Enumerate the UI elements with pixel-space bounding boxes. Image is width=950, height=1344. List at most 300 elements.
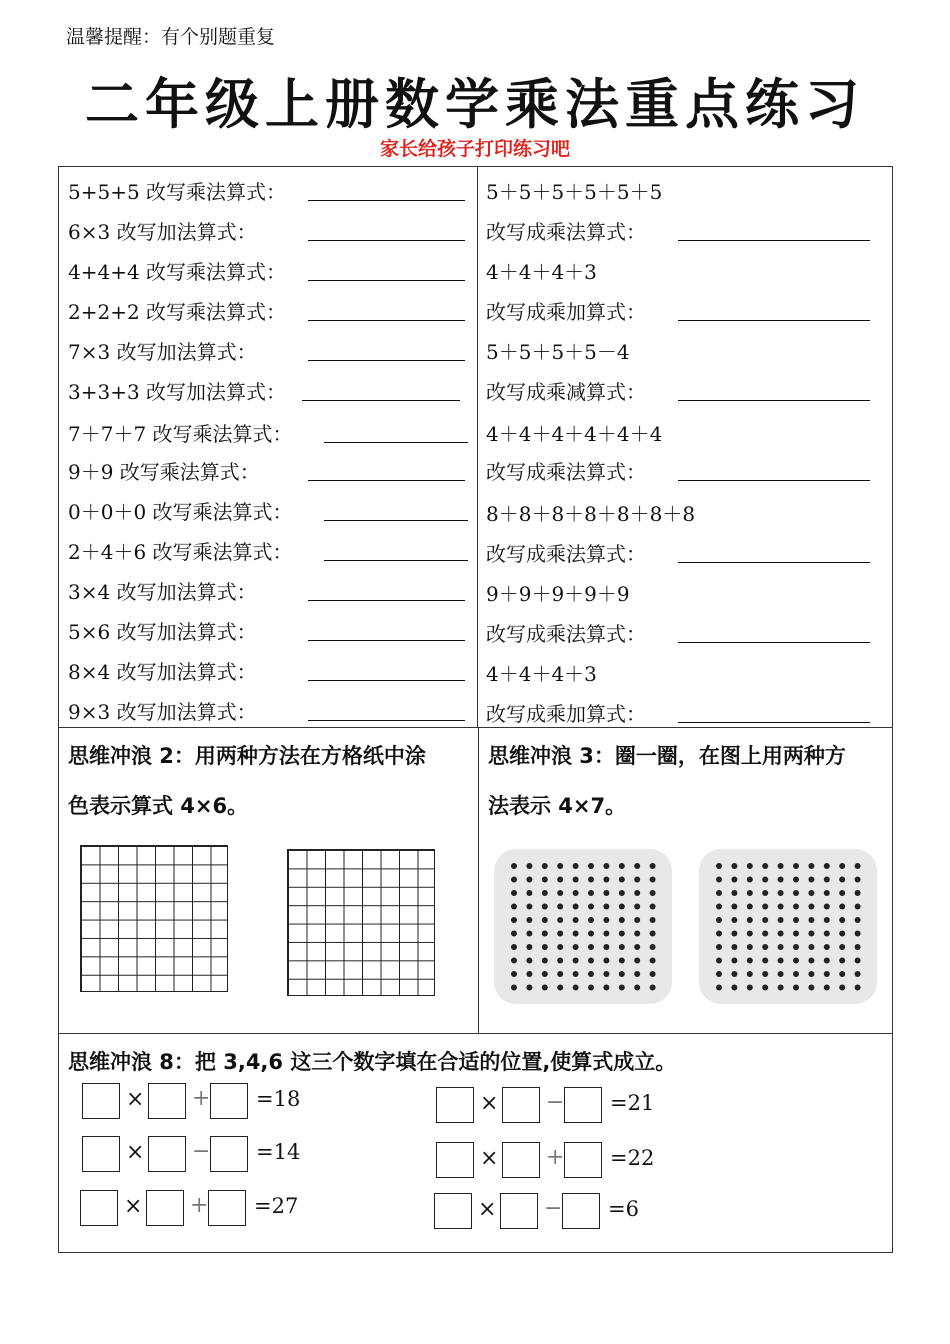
- right-row-label: 4＋4＋4＋3: [486, 662, 597, 686]
- dot: [731, 958, 737, 964]
- dot: [557, 958, 563, 964]
- dot: [808, 971, 814, 977]
- right-row-label: 改写成乘法算式：: [486, 542, 646, 566]
- dot: [839, 877, 845, 883]
- answer-blank[interactable]: [308, 480, 465, 481]
- blank-box[interactable]: [82, 1083, 120, 1119]
- left-row-label: 3×4 改写加法算式：: [68, 580, 257, 604]
- dot: [855, 931, 861, 937]
- dot: [511, 877, 517, 883]
- dot: [557, 971, 563, 977]
- dot: [824, 985, 830, 991]
- dot: [619, 944, 625, 950]
- dot: [716, 958, 722, 964]
- dot: [511, 904, 517, 910]
- dot: [634, 971, 640, 977]
- dot: [793, 863, 799, 869]
- dot: [808, 877, 814, 883]
- answer-blank[interactable]: [308, 720, 465, 721]
- operator-sign: −: [546, 1090, 565, 1115]
- dot: [588, 877, 594, 883]
- dot: [731, 971, 737, 977]
- dot: [557, 877, 563, 883]
- dot: [731, 917, 737, 923]
- blank-box[interactable]: [148, 1083, 186, 1119]
- answer-blank[interactable]: [324, 520, 468, 521]
- dot: [542, 904, 548, 910]
- left-row-label: 2+2+2 改写乘法算式：: [68, 300, 287, 324]
- dot: [588, 863, 594, 869]
- answer-blank[interactable]: [678, 562, 870, 563]
- dot: [557, 985, 563, 991]
- grid-paper-1[interactable]: [80, 845, 228, 992]
- dot: [824, 863, 830, 869]
- dot: [634, 863, 640, 869]
- dot: [573, 944, 579, 950]
- dot: [588, 985, 594, 991]
- dot: [526, 863, 532, 869]
- dot: [747, 904, 753, 910]
- section3-line2: 法表示 4×7。: [488, 794, 627, 818]
- dot-array-1[interactable]: [494, 849, 672, 1004]
- dot: [808, 958, 814, 964]
- dot: [650, 971, 656, 977]
- dot: [573, 958, 579, 964]
- answer-blank[interactable]: [308, 360, 465, 361]
- dot: [542, 944, 548, 950]
- dot: [557, 917, 563, 923]
- dot: [839, 863, 845, 869]
- right-row-label: 4＋4＋4＋3: [486, 260, 597, 284]
- dot: [747, 931, 753, 937]
- blank-box[interactable]: [146, 1190, 184, 1226]
- right-row-label: 8＋8＋8＋8＋8＋8＋8: [486, 502, 696, 526]
- dot: [762, 863, 768, 869]
- dot: [793, 944, 799, 950]
- dot: [634, 904, 640, 910]
- dot: [619, 863, 625, 869]
- answer-blank[interactable]: [308, 600, 465, 601]
- dot: [650, 931, 656, 937]
- dot: [588, 944, 594, 950]
- dot: [542, 890, 548, 896]
- blank-box[interactable]: [436, 1142, 474, 1178]
- equation-result: =21: [610, 1091, 655, 1115]
- dot: [650, 944, 656, 950]
- dot: [855, 863, 861, 869]
- dot: [511, 944, 517, 950]
- left-row-label: 5+5+5 改写乘法算式：: [68, 180, 287, 204]
- dot: [573, 877, 579, 883]
- dot: [603, 985, 609, 991]
- dot: [511, 985, 517, 991]
- dot: [511, 931, 517, 937]
- dot: [650, 985, 656, 991]
- operator-times: ×: [126, 1140, 145, 1165]
- dot: [634, 985, 640, 991]
- dot: [747, 985, 753, 991]
- dot: [557, 890, 563, 896]
- right-row-label: 5＋5＋5＋5＋5＋5: [486, 180, 663, 204]
- dot: [603, 917, 609, 923]
- dot: [778, 958, 784, 964]
- dot: [824, 931, 830, 937]
- dot: [747, 877, 753, 883]
- answer-blank[interactable]: [678, 722, 870, 723]
- equation-result: =22: [610, 1146, 655, 1170]
- dot-array-2[interactable]: [699, 849, 877, 1004]
- dot: [793, 904, 799, 910]
- dot: [526, 917, 532, 923]
- dot: [716, 904, 722, 910]
- right-row-label: 9＋9＋9＋9＋9: [486, 582, 630, 606]
- dot: [716, 890, 722, 896]
- dot: [619, 877, 625, 883]
- dot: [573, 985, 579, 991]
- operator-sign: +: [192, 1086, 211, 1111]
- dot: [511, 958, 517, 964]
- blank-box[interactable]: [564, 1087, 602, 1123]
- dot: [855, 877, 861, 883]
- divider-1: [58, 727, 893, 728]
- divider-2: [58, 1033, 893, 1034]
- left-row-label: 5×6 改写加法算式：: [68, 620, 257, 644]
- answer-blank[interactable]: [308, 680, 465, 681]
- dot: [747, 890, 753, 896]
- dot: [526, 944, 532, 950]
- dot: [778, 863, 784, 869]
- dot: [793, 958, 799, 964]
- dot: [557, 931, 563, 937]
- answer-blank[interactable]: [308, 640, 465, 641]
- dot: [588, 917, 594, 923]
- dot: [542, 958, 548, 964]
- dot: [808, 931, 814, 937]
- blank-box[interactable]: [502, 1087, 540, 1123]
- right-row-label: 5＋5＋5＋5－4: [486, 340, 630, 364]
- left-row-label: 3+3+3 改写加法算式：: [68, 380, 287, 404]
- answer-blank[interactable]: [308, 320, 465, 321]
- right-row-label: 改写成乘法算式：: [486, 220, 646, 244]
- dot: [619, 904, 625, 910]
- dot: [839, 985, 845, 991]
- dot: [650, 890, 656, 896]
- dot: [762, 958, 768, 964]
- reminder-note: 温馨提醒：有个别题重复: [66, 26, 276, 48]
- right-row-label: 4＋4＋4＋4＋4＋4: [486, 422, 663, 446]
- dot: [731, 985, 737, 991]
- dot: [778, 877, 784, 883]
- dot: [716, 877, 722, 883]
- dot: [650, 877, 656, 883]
- section2-line2: 色表示算式 4×6。: [68, 794, 249, 818]
- left-row-label: 8×4 改写加法算式：: [68, 660, 257, 684]
- dot: [588, 890, 594, 896]
- dot: [619, 890, 625, 896]
- blank-box[interactable]: [210, 1083, 248, 1119]
- left-row-label: 0＋0＋0 改写乘法算式：: [68, 500, 293, 524]
- dot: [716, 931, 722, 937]
- dot: [573, 917, 579, 923]
- blank-box[interactable]: [148, 1136, 186, 1172]
- dot: [731, 931, 737, 937]
- dot: [762, 931, 768, 937]
- dot: [762, 890, 768, 896]
- answer-blank[interactable]: [678, 642, 870, 643]
- dot: [634, 944, 640, 950]
- dot: [573, 890, 579, 896]
- dot: [634, 917, 640, 923]
- page-title: 二年级上册数学乘法重点练习: [85, 73, 865, 136]
- dot: [511, 863, 517, 869]
- right-row-label: 改写成乘法算式：: [486, 460, 646, 484]
- dot: [824, 971, 830, 977]
- dot: [716, 863, 722, 869]
- dot: [793, 877, 799, 883]
- divider-col-top: [477, 166, 478, 727]
- dot: [731, 890, 737, 896]
- dot: [839, 931, 845, 937]
- dot: [855, 917, 861, 923]
- dot: [634, 890, 640, 896]
- dot: [762, 971, 768, 977]
- divider-col-mid: [478, 727, 479, 1033]
- blank-box[interactable]: [80, 1190, 118, 1226]
- left-row-label: 7×3 改写加法算式：: [68, 340, 257, 364]
- left-row-label: 7＋7＋7 改写乘法算式：: [68, 422, 293, 446]
- dot: [808, 985, 814, 991]
- dot: [526, 958, 532, 964]
- operator-times: ×: [126, 1087, 145, 1112]
- dot: [542, 985, 548, 991]
- page-subtitle: 家长给孩子打印练习吧: [379, 138, 570, 160]
- dot: [824, 904, 830, 910]
- dot: [573, 971, 579, 977]
- right-row-label: 改写成乘减算式：: [486, 380, 646, 404]
- dot: [542, 863, 548, 869]
- operator-sign: +: [190, 1193, 209, 1218]
- dot: [511, 971, 517, 977]
- dot: [650, 863, 656, 869]
- dot: [778, 917, 784, 923]
- dot: [778, 971, 784, 977]
- blank-box[interactable]: [564, 1142, 602, 1178]
- dot: [603, 863, 609, 869]
- operator-times: ×: [478, 1197, 497, 1222]
- right-row-label: 改写成乘加算式：: [486, 300, 646, 324]
- dot: [557, 863, 563, 869]
- blank-box[interactable]: [436, 1087, 474, 1123]
- answer-blank[interactable]: [324, 560, 468, 561]
- dot: [793, 971, 799, 977]
- answer-blank[interactable]: [678, 320, 870, 321]
- dot: [603, 971, 609, 977]
- dot: [588, 971, 594, 977]
- dot: [542, 877, 548, 883]
- blank-box[interactable]: [82, 1136, 120, 1172]
- dot: [526, 931, 532, 937]
- dot: [747, 958, 753, 964]
- operator-sign: −: [192, 1139, 211, 1164]
- dot: [542, 931, 548, 937]
- equation-result: =18: [256, 1087, 301, 1111]
- dot: [778, 985, 784, 991]
- dot: [573, 904, 579, 910]
- dot: [603, 958, 609, 964]
- dot: [619, 971, 625, 977]
- blank-box[interactable]: [208, 1190, 246, 1226]
- dot: [716, 985, 722, 991]
- dot: [778, 931, 784, 937]
- dot: [603, 890, 609, 896]
- dot: [793, 890, 799, 896]
- answer-blank[interactable]: [324, 442, 468, 443]
- dot: [793, 931, 799, 937]
- grid-paper-2[interactable]: [287, 849, 435, 996]
- section2-line1: 思维冲浪 2：用两种方法在方格纸中涂: [68, 744, 426, 768]
- answer-blank[interactable]: [678, 400, 870, 401]
- dot: [526, 971, 532, 977]
- dot: [650, 958, 656, 964]
- dot: [839, 917, 845, 923]
- dot: [731, 944, 737, 950]
- dot: [855, 890, 861, 896]
- dot: [824, 917, 830, 923]
- answer-blank[interactable]: [302, 400, 460, 401]
- dot: [526, 985, 532, 991]
- blank-box[interactable]: [434, 1193, 472, 1229]
- dot: [839, 890, 845, 896]
- dot: [511, 890, 517, 896]
- dot: [824, 944, 830, 950]
- dot: [619, 931, 625, 937]
- answer-blank[interactable]: [308, 280, 465, 281]
- dot: [808, 904, 814, 910]
- operator-sign: −: [544, 1196, 563, 1221]
- dot: [619, 917, 625, 923]
- equation-result: =14: [256, 1140, 301, 1164]
- dot: [634, 877, 640, 883]
- dot: [808, 890, 814, 896]
- dot: [716, 971, 722, 977]
- dot: [839, 904, 845, 910]
- left-row-label: 9×3 改写加法算式：: [68, 700, 257, 724]
- dot: [793, 917, 799, 923]
- answer-blank[interactable]: [678, 480, 870, 481]
- dot: [747, 971, 753, 977]
- left-row-label: 9＋9 改写乘法算式：: [68, 460, 260, 484]
- dot: [762, 944, 768, 950]
- blank-box[interactable]: [562, 1193, 600, 1229]
- answer-blank[interactable]: [308, 240, 465, 241]
- dot: [731, 863, 737, 869]
- operator-times: ×: [480, 1146, 499, 1171]
- equation-result: =6: [608, 1197, 639, 1221]
- dot: [603, 944, 609, 950]
- dot: [731, 877, 737, 883]
- dot: [839, 944, 845, 950]
- dot: [824, 958, 830, 964]
- dot: [808, 863, 814, 869]
- dot: [619, 958, 625, 964]
- blank-box[interactable]: [500, 1193, 538, 1229]
- dot: [855, 971, 861, 977]
- dot: [603, 877, 609, 883]
- dot: [573, 931, 579, 937]
- dot: [557, 944, 563, 950]
- dot: [588, 904, 594, 910]
- left-row-label: 6×3 改写加法算式：: [68, 220, 257, 244]
- dot: [762, 985, 768, 991]
- dot: [634, 958, 640, 964]
- dot: [588, 958, 594, 964]
- dot: [778, 890, 784, 896]
- dot: [731, 904, 737, 910]
- left-row-label: 2＋4＋6 改写乘法算式：: [68, 540, 293, 564]
- dot: [855, 985, 861, 991]
- dot: [650, 917, 656, 923]
- dot: [839, 958, 845, 964]
- dot: [855, 904, 861, 910]
- dot: [762, 917, 768, 923]
- dot: [778, 904, 784, 910]
- dot: [619, 985, 625, 991]
- dot: [526, 877, 532, 883]
- dot: [650, 904, 656, 910]
- dot: [824, 877, 830, 883]
- blank-box[interactable]: [210, 1136, 248, 1172]
- dot: [634, 931, 640, 937]
- dot: [824, 890, 830, 896]
- dot: [762, 877, 768, 883]
- dot: [542, 971, 548, 977]
- dot: [511, 917, 517, 923]
- dot: [542, 917, 548, 923]
- dot: [526, 904, 532, 910]
- left-row-label: 4+4+4 改写乘法算式：: [68, 260, 287, 284]
- answer-blank[interactable]: [678, 240, 870, 241]
- section3-line1: 思维冲浪 3：圈一圈，在图上用两种方: [488, 744, 846, 768]
- right-row-label: 改写成乘法算式：: [486, 622, 646, 646]
- dot: [526, 890, 532, 896]
- section8-heading: 思维冲浪 8：把 3,4,6 这三个数字填在合适的位置,使算式成立。: [68, 1050, 677, 1074]
- dot: [808, 917, 814, 923]
- answer-blank[interactable]: [308, 200, 465, 201]
- dot: [603, 904, 609, 910]
- dot: [603, 931, 609, 937]
- dot: [588, 931, 594, 937]
- dot: [557, 904, 563, 910]
- dot: [573, 863, 579, 869]
- operator-times: ×: [480, 1091, 499, 1116]
- dot: [716, 944, 722, 950]
- dot: [855, 944, 861, 950]
- dot: [747, 944, 753, 950]
- operator-times: ×: [124, 1194, 143, 1219]
- operator-sign: +: [546, 1145, 565, 1170]
- dot: [839, 971, 845, 977]
- blank-box[interactable]: [502, 1142, 540, 1178]
- dot: [855, 958, 861, 964]
- equation-result: =27: [254, 1194, 299, 1218]
- dot: [747, 863, 753, 869]
- dot: [793, 985, 799, 991]
- dot: [716, 917, 722, 923]
- right-row-label: 改写成乘加算式：: [486, 702, 646, 726]
- dot: [762, 904, 768, 910]
- dot: [747, 917, 753, 923]
- dot: [808, 944, 814, 950]
